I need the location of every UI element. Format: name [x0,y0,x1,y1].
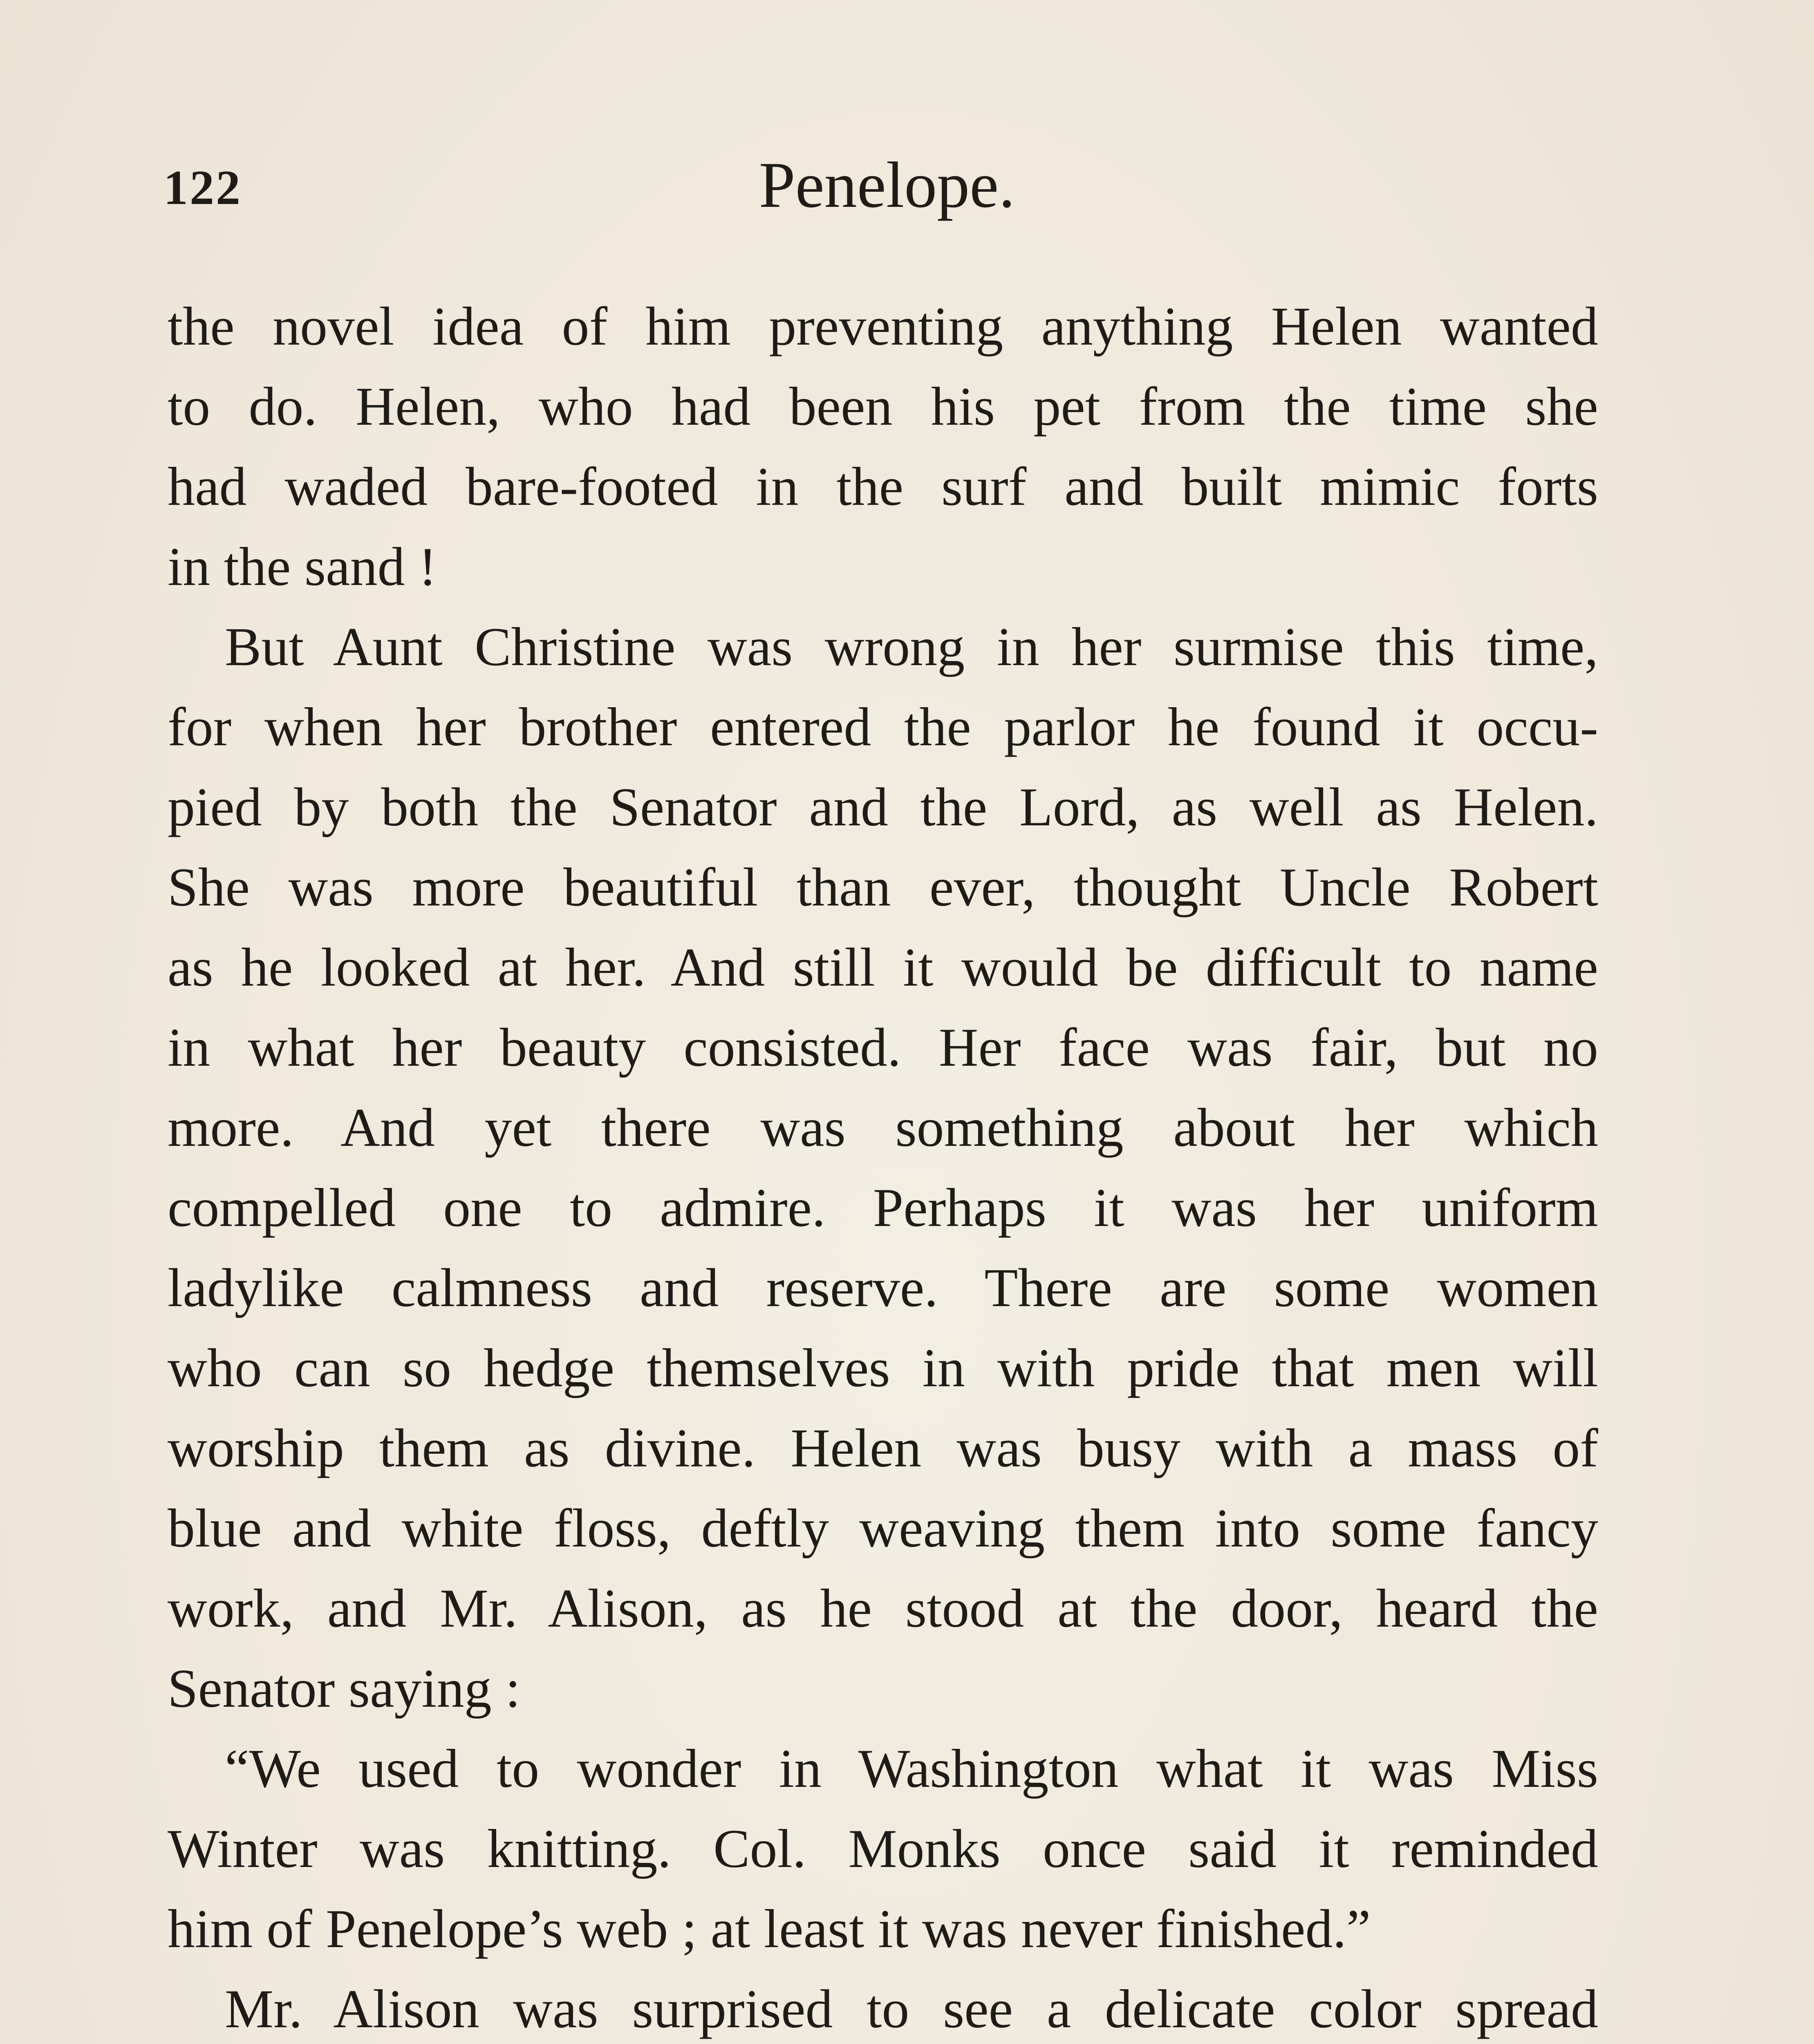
text-line: Senator saying : [168,1658,521,1719]
text-line: him of Penelope’s web ; at least it was never finished.” [168,1898,1371,1959]
text-line: She was more beautiful than ever, thought Uncle Robert [168,857,1598,917]
text-line: ladylike calmness and reserve. There are some women [168,1257,1598,1318]
text-line: worship them as divine. Helen was busy with a mass of [168,1418,1598,1478]
paragraph [168,1969,1598,2044]
text-line: as he looked at her. And still it would be difficult to name [168,937,1598,997]
text-line: had waded bare-footed in the surf and built mimic forts [168,456,1598,517]
page-header [163,147,1610,229]
text-line: pied by both the Senator and the Lord, as well as Helen. [168,777,1598,837]
text-line: in the sand ! [168,536,437,597]
text-line: “We used to wonder in Washington what it was Miss [225,1738,1598,1799]
text-line: in what her beauty consisted. Her face was fair, but no [168,1017,1598,1078]
text-line: more. And yet there was something about her which [168,1097,1598,1158]
text-line: blue and white floss, deftly weaving them into some fancy [168,1498,1598,1558]
page-number: 122 [163,160,242,215]
text-line: for when her brother entered the parlor he found it occu- [168,697,1598,757]
text-line: work, and Mr. Alison, as he stood at the door, heard the [168,1578,1598,1638]
running-title: Penelope. [759,148,1015,221]
paragraph [168,286,1598,607]
text-line: who can so hedge themselves in with pride that men will [168,1338,1598,1398]
paragraph [168,1728,1598,1969]
text-line: compelled one to admire. Perhaps it was her uniform [168,1177,1598,1238]
text-line: Winter was knitting. Col. Monks once said it reminded [168,1818,1598,1879]
text-line: Mr. Alison was surprised to see a delicate color spread [225,1979,1598,2039]
text-line: the novel idea of him preventing anything Helen wanted [168,296,1598,356]
paragraph [168,607,1598,1728]
body-text [168,286,1598,2044]
text-line: to do. Helen, who had been his pet from the time she [168,376,1598,437]
text-line: But Aunt Christine was wrong in her surmise this time, [225,616,1598,677]
